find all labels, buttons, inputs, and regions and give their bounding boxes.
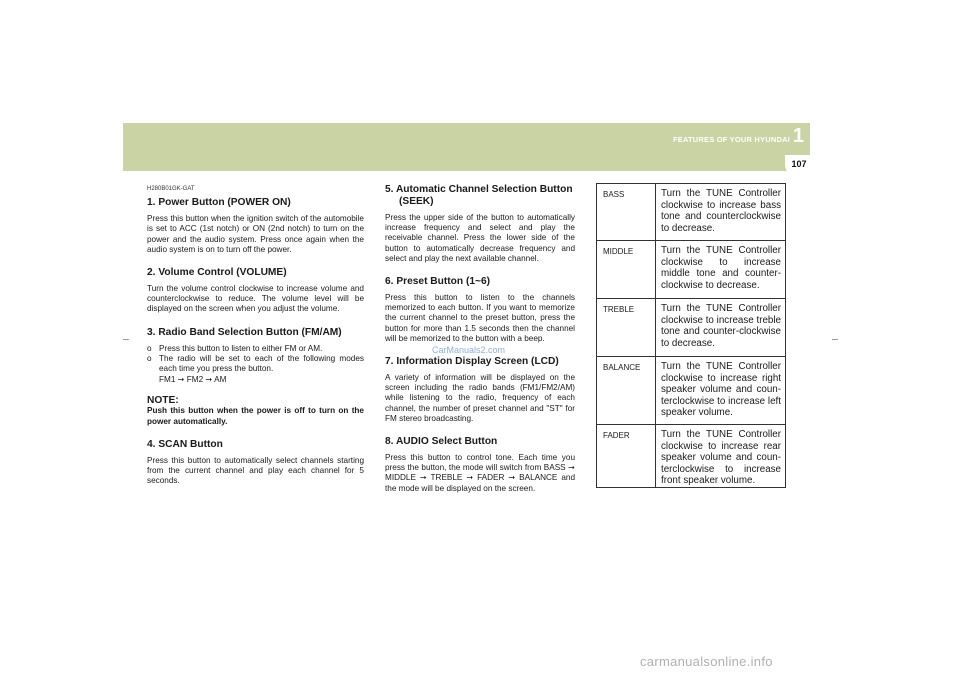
section-body-lcd: A variety of information will be displayed on the screen including the radio bands (FM1/FM2/AM) while listening to the radio, frequency of each channel, the number of preset channel and "ST" for FM stereo broadcasting. bbox=[385, 373, 575, 423]
section-title-audio: 8. AUDIO Select Button bbox=[385, 436, 498, 448]
list-item bbox=[147, 344, 364, 354]
section-body-scan: Press this button to automatically select channels starting from the current channel and play each channel for 5 seconds. bbox=[147, 455, 364, 486]
note-label: NOTE: bbox=[147, 395, 179, 407]
tone-row-middle bbox=[597, 241, 785, 299]
tone-row-treble bbox=[597, 299, 785, 357]
watermark: CarManuals2.com bbox=[432, 345, 506, 355]
tone-name: BALANCE bbox=[603, 363, 641, 372]
tone-name: BASS bbox=[603, 190, 625, 199]
section-body-volume: Turn the volume control clockwise to increase volume and counterclockwise to reduce. The volume level will be displayed on the screen when you adjust the volume. bbox=[147, 284, 364, 314]
tone-desc: Turn the TUNE Controller clockwise to increase middle tone and counter-clockwise to decrease. bbox=[661, 245, 781, 291]
tone-table bbox=[596, 183, 786, 488]
section-title-seek: 5. Automatic Channel Selection Button (SEEK) bbox=[385, 184, 573, 207]
chapter-number: 1 bbox=[792, 125, 804, 147]
section-title-band: 3. Radio Band Selection Button (FM/AM) bbox=[147, 326, 342, 338]
section-title-volume: 2. Volume Control (VOLUME) bbox=[147, 267, 287, 279]
band-modes: FM1 ➞ FM2 ➞ AM bbox=[159, 375, 227, 385]
tone-row-balance bbox=[597, 357, 785, 425]
page-number-tab bbox=[785, 155, 813, 175]
section-name: FEATURES OF YOUR HYUNDAI bbox=[672, 135, 790, 144]
tone-desc: Turn the TUNE Controller clockwise to increase rear speaker volume and coun-terclockwise to increase front speaker volume. bbox=[661, 429, 781, 487]
section-title-preset: 6. Preset Button (1~6) bbox=[385, 276, 491, 288]
tone-name: MIDDLE bbox=[603, 247, 634, 256]
crop-mark-left bbox=[123, 339, 129, 340]
note-text: Push this button when the power is off to turn on the power automatically. bbox=[147, 406, 364, 426]
page-number: 107 bbox=[791, 159, 807, 169]
doc-code: H280B01GK-GAT bbox=[147, 186, 195, 192]
section-title-power: 1. Power Button (POWER ON) bbox=[147, 197, 291, 209]
tone-desc: Turn the TUNE Controller clockwise to increase bass tone and counterclockwise to decrease. bbox=[661, 188, 781, 234]
tone-name: FADER bbox=[603, 431, 630, 440]
tone-desc: Turn the TUNE Controller clockwise to increase treble tone and counter-clockwise to decrease. bbox=[661, 303, 781, 349]
section-title-scan: 4. SCAN Button bbox=[147, 438, 223, 450]
section-body-power: Press this button when the ignition switch of the automobile is set to ACC (1st notch) or ON (2nd notch) to turn on the power and the audio system. Press once again when the audio system is on to turn off the power. bbox=[147, 214, 364, 254]
text-column-2 bbox=[385, 184, 575, 494]
text-column-1 bbox=[147, 184, 364, 486]
list-item bbox=[147, 354, 364, 374]
tone-row-fader bbox=[597, 425, 785, 489]
section-body-audio: Press this button to control tone. Each time you press the button, the mode will switch from BASS ➞ MIDDLE ➞ TREBLE ➞ FADER ➞ BALANCE and the mode will be displayed on the screen. bbox=[385, 453, 575, 493]
section-title-lcd: 7. Information Display Screen (LCD) bbox=[385, 356, 559, 368]
tone-desc: Turn the TUNE Controller clockwise to increase right speaker volume and coun-terclockwise to increase left speaker volume. bbox=[661, 361, 781, 419]
footer-watermark: carmanualsonline.info bbox=[640, 654, 773, 669]
list-item-text: The radio will be set to each of the following modes each time you press the button. bbox=[159, 353, 364, 374]
bullet: o bbox=[147, 343, 152, 353]
tone-column-divider bbox=[655, 184, 656, 487]
section-body-seek: Press the upper side of the button to automatically increase frequency and select and play the receivable channel. Press the lower side of the button to automatically decrease frequency and select and play the next available channel. bbox=[385, 213, 575, 263]
bullet: o bbox=[147, 353, 152, 363]
crop-mark-right bbox=[832, 339, 838, 340]
section-body-preset: Press this button to listen to the channels memorized to each button. If you want to memorize the current channel to the preset button, press the button for more than 1.5 seconds then the channel will be memorized to the button with a beep. bbox=[385, 293, 575, 343]
header-band bbox=[123, 123, 810, 171]
tone-name: TREBLE bbox=[603, 305, 635, 314]
list-item-text: Press this button to listen to either FM or AM. bbox=[159, 343, 323, 353]
tone-row-bass bbox=[597, 184, 785, 241]
